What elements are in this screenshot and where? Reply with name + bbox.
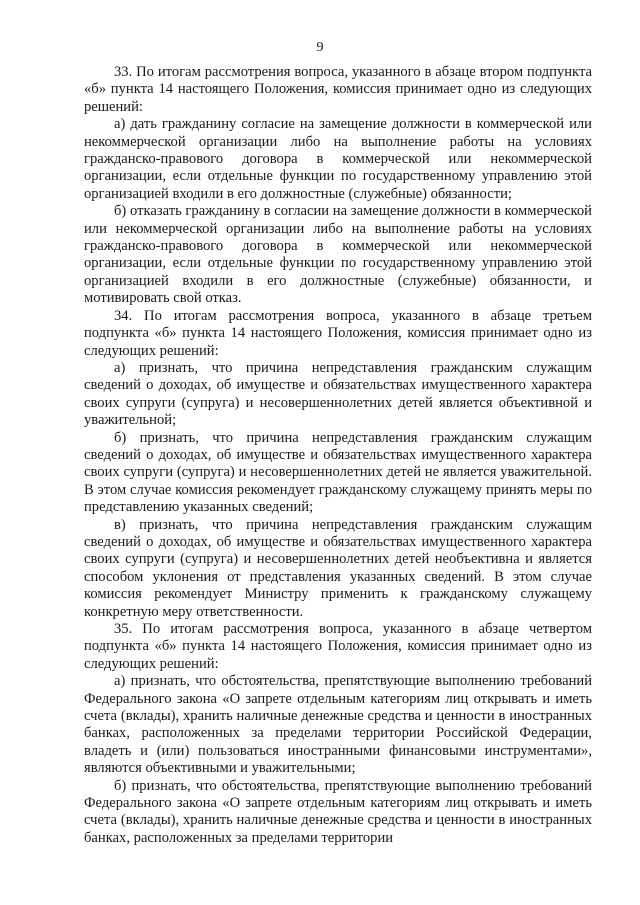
page-number: 9 [316, 40, 324, 55]
paragraph-34v: в) признать, что причина непредставления гражданским служащим сведений о доходах, об имуществе и обязательствах имущественного характера своих супруги (супруга) и несовершеннолетних детей необъективна и является способом уклонения от представления указанных сведений. В этом случае комиссия рекомендует Министру применить к гражданскому служащему конкретную меру ответственности. [84, 516, 592, 620]
paragraph-34a: а) признать, что причина непредставления гражданским служащим сведений о доходах, об имуществе и обязательствах имущественного характера своих супруги (супруга) и несовершеннолетних детей является объективной и уважительной; [84, 359, 592, 429]
paragraph-33a: а) дать гражданину согласие на замещение должности в коммерческой или некоммерческой организации либо на выполнение работы на условиях гражданско-правового договора в коммерческой или некоммерческой организации, если отдельные функции по государственному управлению этой организацией входили в его должностные (служебные) обязанности; [84, 116, 592, 202]
paragraph-35b: б) признать, что обстоятельства, препятствующие выполнению требований Федерального закона «О запрете отдельным категориям лиц открывать и иметь счета (вклады), хранить наличные денежные средства и ценности в иностранных банках, расположенных за пределами территории [84, 777, 592, 846]
document-body [84, 64, 592, 847]
paragraph-34b: б) признать, что причина непредставления гражданским служащим сведений о доходах, об имуществе и обязательствах имущественного характера своих супруги (супруга) и несовершеннолетних детей не является уважительной. В этом случае комиссия рекомендует гражданскому служащему принять меры по представлению указанных сведений; [84, 429, 592, 516]
paragraph-35a: а) признать, что обстоятельства, препятствующие выполнению требований Федерального закона «О запрете отдельным категориям лиц открывать и иметь счета (вклады), хранить наличные денежные средства и ценности в иностранных банках, расположенных за пределами территории Российской Федерации, владеть и (или) пользоваться иностранными финансовыми инструментами», являются объективными и уважительными; [84, 673, 592, 777]
paragraph-35: 35. По итогам рассмотрения вопроса, указанного в абзаце четвертом подпункта «б» пункта 14 настоящего Положения, комиссия принимает одно из следующих решений: [84, 621, 592, 672]
paragraph-33: 33. По итогам рассмотрения вопроса, указанного в абзаце втором подпункта «б» пункта 14 настоящего Положения, комиссия принимает одно из следующих решений: [84, 64, 592, 115]
paragraph-34: 34. По итогам рассмотрения вопроса, указанного в абзаце третьем подпункта «б» пункта 14 настоящего Положения, комиссия принимает одно из следующих решений: [84, 307, 592, 359]
paragraph-33b: б) отказать гражданину в согласии на замещение должности в коммерческой или некоммерческой организации либо на выполнение работы на условиях гражданско-правового договора в коммерческой или некоммерческой организации, если отдельные функции по государственному управлению этой организацией входили в его должностные (служебные) обязанности, и мотивировать свой отказ. [84, 203, 592, 307]
